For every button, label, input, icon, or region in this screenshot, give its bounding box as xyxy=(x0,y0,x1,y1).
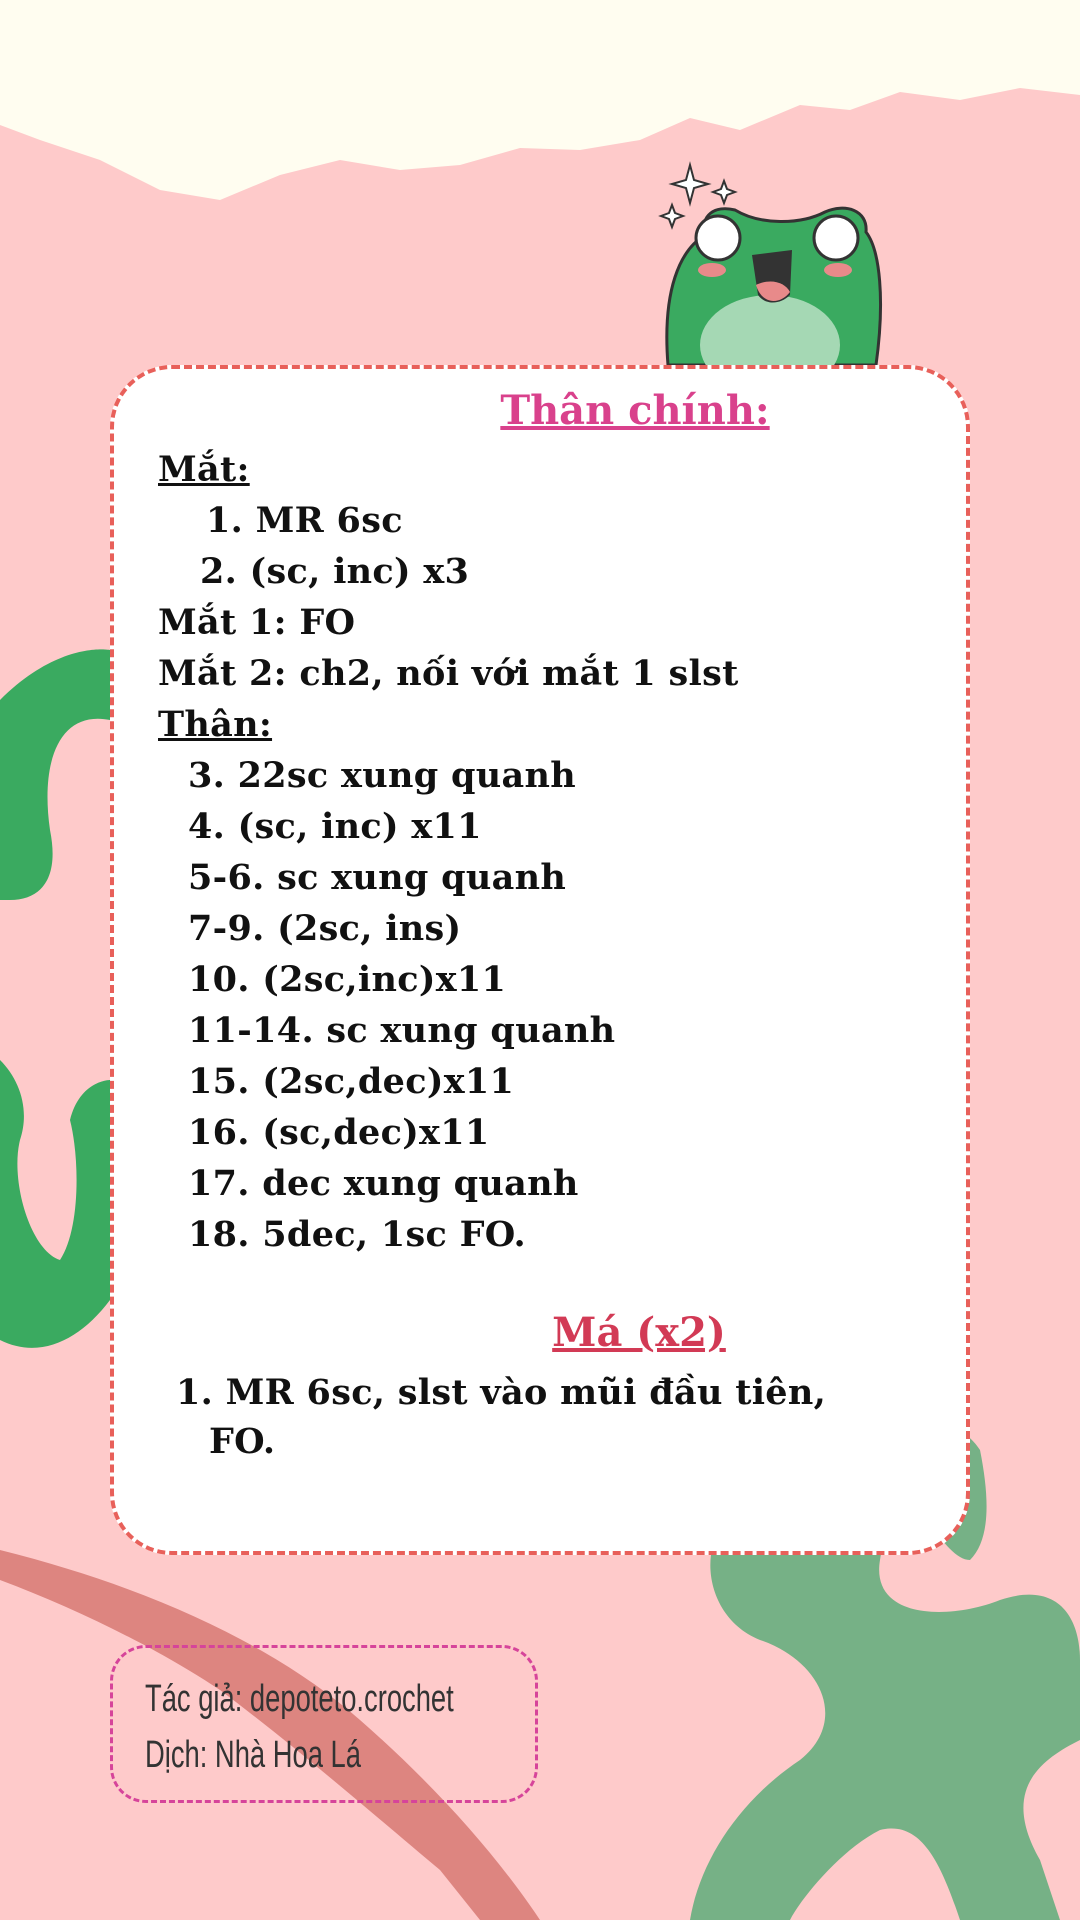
body-heading: Thân: xyxy=(158,704,273,745)
body-row: 10. (2sc,inc)x11 xyxy=(188,959,507,1000)
eye-2-note: Mắt 2: ch2, nối với mắt 1 slst xyxy=(158,653,739,694)
body-row: 11-14. sc xung quanh xyxy=(188,1010,616,1051)
body-row: 4. (sc, inc) x11 xyxy=(188,806,482,847)
cheek-row: 1. MR 6sc, slst vào mũi đầu tiên, xyxy=(176,1372,827,1413)
body-row: 15. (2sc,dec)x11 xyxy=(188,1061,515,1102)
body-row: 17. dec xung quanh xyxy=(188,1163,579,1204)
eyes-row: 2. (sc, inc) x3 xyxy=(200,551,470,592)
body-row: 5-6. sc xung quanh xyxy=(188,857,567,898)
eyes-row: 1. MR 6sc xyxy=(206,500,403,541)
author-credit: Tác giả: depoteto.crochet xyxy=(145,1678,454,1720)
torn-paper-top xyxy=(0,0,1080,200)
eye-1-note: Mắt 1: FO xyxy=(158,602,356,643)
pattern-card xyxy=(110,365,970,1555)
credits-box xyxy=(110,1645,538,1803)
body-row: 7-9. (2sc, ins) xyxy=(188,908,462,949)
green-squiggle-left xyxy=(0,649,110,1347)
cheek-row-continued: FO. xyxy=(209,1421,276,1462)
translator-credit: Dịch: Nhà Hoa Lá xyxy=(145,1734,361,1776)
body-row: 18. 5dec, 1sc FO. xyxy=(188,1214,526,1255)
eyes-heading: Mắt: xyxy=(158,449,250,490)
cheek-title: Má (x2) xyxy=(552,1309,726,1356)
main-title: Thân chính: xyxy=(500,387,770,434)
body-row: 3. 22sc xung quanh xyxy=(188,755,576,796)
body-row: 16. (sc,dec)x11 xyxy=(188,1112,490,1153)
